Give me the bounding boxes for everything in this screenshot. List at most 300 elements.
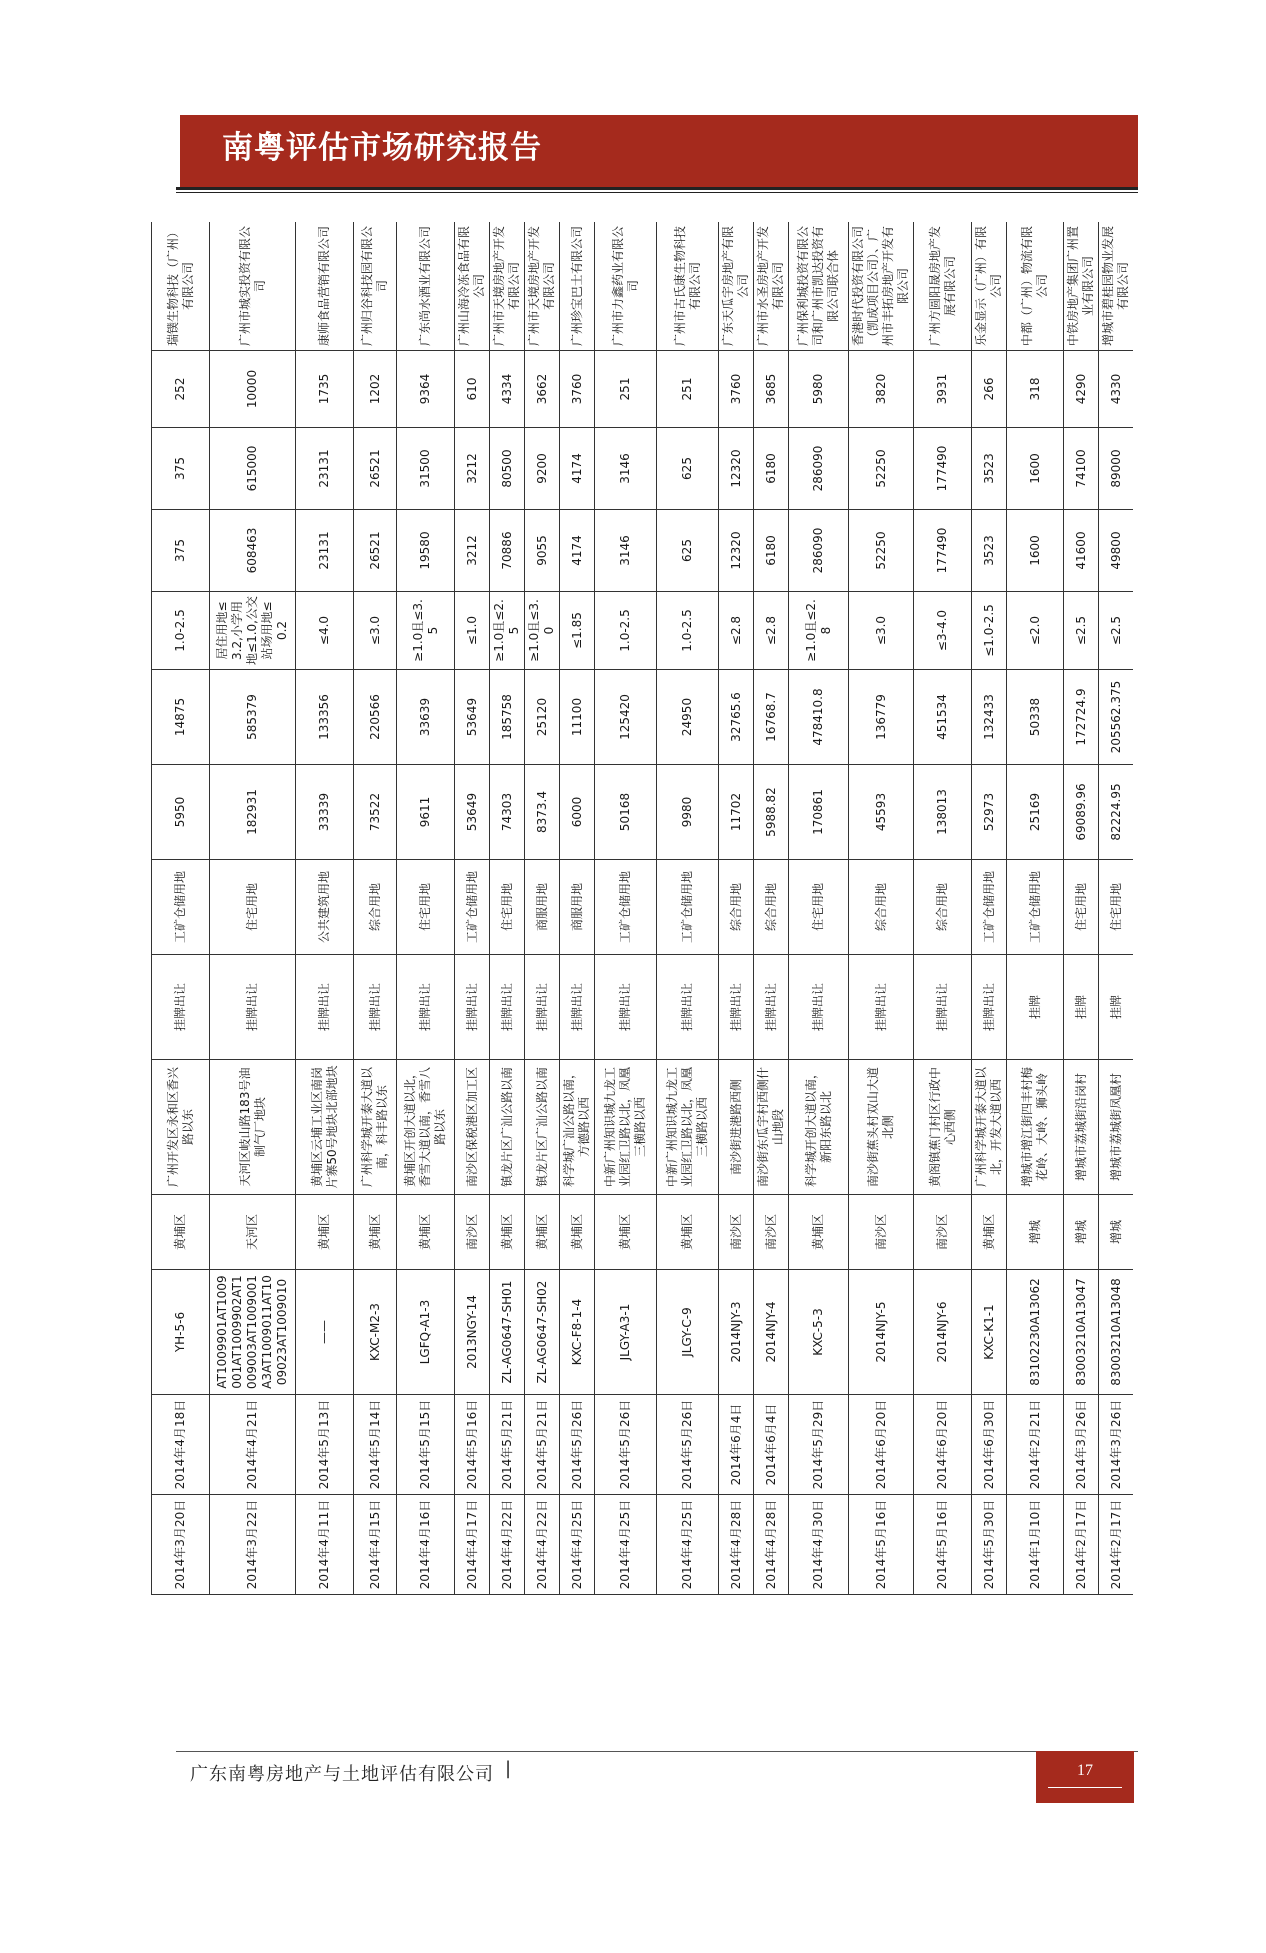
table-cell: 3146	[595, 428, 657, 510]
table-cell: 广州市古氏康生物科技有限公司	[657, 222, 719, 351]
table-row	[490, 222, 525, 1595]
table-cell: KXC-5-3	[789, 1270, 849, 1395]
table-cell: ≤1.0-2.5	[972, 592, 1007, 670]
table-cell: 工矿仓储用地	[455, 860, 490, 955]
table-cell: 41600	[1064, 510, 1099, 592]
table-cell: 83003210A13047	[1064, 1270, 1099, 1395]
table-cell: 南沙街进港路西侧	[719, 1060, 754, 1195]
table-cell: 23131	[296, 510, 354, 592]
table-cell: 266	[972, 351, 1007, 428]
table-cell: 2014年5月16日	[849, 1495, 914, 1595]
table-cell: 挂牌出让	[657, 955, 719, 1060]
table-cell: 451534	[914, 670, 972, 765]
table-cell: 26521	[354, 510, 397, 592]
table-cell: 2014年5月21日	[525, 1395, 560, 1495]
table-cell: 2014年5月29日	[789, 1395, 849, 1495]
table-cell: 挂牌出让	[210, 955, 296, 1060]
table-cell: ≤2.5	[1099, 592, 1134, 670]
table-cell: 住宅用地	[397, 860, 455, 955]
table-cell: 172724.9	[1064, 670, 1099, 765]
table-cell: 610	[455, 351, 490, 428]
table-cell: 乐金显示（广州）有限公司	[972, 222, 1007, 351]
table-cell: 增城市荔城街凤凰村	[1099, 1060, 1134, 1195]
table-cell: 挂牌出让	[754, 955, 789, 1060]
table-cell: 中新广州知识城九龙工业园红卫路以北，凤凰三横路以西	[657, 1060, 719, 1195]
table-cell: 增城市荔城街沿岗村	[1064, 1060, 1099, 1195]
table-cell: 南沙区	[719, 1195, 754, 1270]
table-cell: 挂牌	[1099, 955, 1134, 1060]
table-cell: JLGY-A3-1	[595, 1270, 657, 1395]
header-rule-thin	[176, 192, 1138, 193]
table-cell: 3760	[560, 351, 595, 428]
table-cell: 瑞镤生物科技（广州）有限公司	[152, 222, 210, 351]
table-cell: 广州保利城投资有限公司和广州市凯达投资有限公司联合体	[789, 222, 849, 351]
table-row	[210, 222, 296, 1595]
table-cell: 挂牌出让	[525, 955, 560, 1060]
table-cell: 工矿仓储用地	[595, 860, 657, 955]
table-cell: 125420	[595, 670, 657, 765]
table-cell: 广州科学城开泰大道以南，科丰路以东	[354, 1060, 397, 1195]
table-cell: 9055	[525, 510, 560, 592]
table-cell: 南沙街东瓜宇村西侧什山地段	[754, 1060, 789, 1195]
table-cell: 478410.8	[789, 670, 849, 765]
table-cell: 170861	[789, 765, 849, 860]
table-cell: 科学城开创大道以南，新阳东路以北	[789, 1060, 849, 1195]
table-cell: 广州科学城开泰大道以北，开发大道以西	[972, 1060, 1007, 1195]
table-cell: 2014年4月25日	[595, 1495, 657, 1595]
table-cell: 黄埔区	[152, 1195, 210, 1270]
page-number: 17	[1077, 1762, 1093, 1779]
table-cell: ZL-AG0647-SH02	[525, 1270, 560, 1395]
table-cell: 2014年4月11日	[296, 1495, 354, 1595]
table-cell: 4174	[560, 510, 595, 592]
table-cell: 14875	[152, 670, 210, 765]
table-cell: 2014年5月13日	[296, 1395, 354, 1495]
table-cell: 住宅用地	[1099, 860, 1134, 955]
table-cell: 黄埔区云埔工业区南岗片寨50号地块北部地块	[296, 1060, 354, 1195]
table-cell: 2014年6月4日	[719, 1395, 754, 1495]
table-cell: 挂牌出让	[490, 955, 525, 1060]
footer-separator: |	[505, 1758, 512, 1779]
table-cell: 12320	[719, 428, 754, 510]
table-cell: 53649	[455, 670, 490, 765]
table-cell: 挂牌出让	[397, 955, 455, 1060]
table-cell: 综合用地	[754, 860, 789, 955]
table-cell: KXC-F8-1-4	[560, 1270, 595, 1395]
table-cell: 挂牌	[1064, 955, 1099, 1060]
table-row	[455, 222, 490, 1595]
table-cell: AT1009901AT1009001AT1009902AT1009003AT1009001A3AT1009011AT1009023AT1009010	[210, 1270, 296, 1395]
table-cell: 138013	[914, 765, 972, 860]
table-cell: 1.0-2.5	[657, 592, 719, 670]
table-cell: 1202	[354, 351, 397, 428]
table-cell: 23131	[296, 428, 354, 510]
table-cell: 挂牌出让	[296, 955, 354, 1060]
table-cell: 工矿仓储用地	[657, 860, 719, 955]
table-cell: 住宅用地	[210, 860, 296, 955]
table-cell: 2014年4月17日	[455, 1495, 490, 1595]
table-cell: 2014年3月22日	[210, 1495, 296, 1595]
table-cell: ≤4.0	[296, 592, 354, 670]
table-cell: 2014NJY-3	[719, 1270, 754, 1395]
table-cell: 6180	[754, 428, 789, 510]
table-cell: 广州市城实投资有限公司	[210, 222, 296, 351]
table-cell: 70886	[490, 510, 525, 592]
table-cell: 32765.6	[719, 670, 754, 765]
table-cell: 2014年1月10日	[1007, 1495, 1064, 1595]
table-cell: 综合用地	[914, 860, 972, 955]
table-cell: 商服用地	[525, 860, 560, 955]
table-cell: YH-5-6	[152, 1270, 210, 1395]
table-cell: 3212	[455, 428, 490, 510]
table-cell: 286090	[789, 510, 849, 592]
table-cell: 2014年3月20日	[152, 1495, 210, 1595]
table-cell: 251	[595, 351, 657, 428]
table-cell: 天河区	[210, 1195, 296, 1270]
table-row	[397, 222, 455, 1595]
table-cell: 6000	[560, 765, 595, 860]
table-cell: 挂牌出让	[719, 955, 754, 1060]
data-table	[151, 222, 1133, 1595]
table-cell: 4174	[560, 428, 595, 510]
table-cell: 11702	[719, 765, 754, 860]
table-cell: 挂牌出让	[849, 955, 914, 1060]
table-cell: ≤3-4.0	[914, 592, 972, 670]
table-cell: 广东天瓜宇房地产有限公司	[719, 222, 754, 351]
table-cell: 3760	[719, 351, 754, 428]
table-cell: 2014年4月22日	[525, 1495, 560, 1595]
table-cell: ≤1.85	[560, 592, 595, 670]
table-cell: 2014年4月28日	[754, 1495, 789, 1595]
table-cell: 南沙区	[754, 1195, 789, 1270]
table-cell: 2014年5月26日	[560, 1395, 595, 1495]
table-cell: 82224.95	[1099, 765, 1134, 860]
table-cell: 74303	[490, 765, 525, 860]
table-cell: 177490	[914, 510, 972, 592]
table-cell: 2014年4月25日	[560, 1495, 595, 1595]
report-title: 南粤评估市场研究报告	[222, 130, 542, 166]
table-cell: 香港时代投资有限公司（凯成项目公司）、广州市丰拓房地产开发有限公司	[849, 222, 914, 351]
table-cell: 3146	[595, 510, 657, 592]
table-cell: 33639	[397, 670, 455, 765]
table-cell: 住宅用地	[1064, 860, 1099, 955]
header-rule	[176, 187, 1138, 190]
table-cell: 1600	[1007, 510, 1064, 592]
table-cell: 83102230A13062	[1007, 1270, 1064, 1395]
table-cell: 工矿仓储用地	[1007, 860, 1064, 955]
footer-rule	[176, 1751, 1138, 1752]
table-cell: 黄埔区	[789, 1195, 849, 1270]
table-cell: 2014年4月25日	[657, 1495, 719, 1595]
table-cell: 2014年5月14日	[354, 1395, 397, 1495]
table-cell: 增城市增江街四丰村梅花岭、大岭、狮头岭	[1007, 1060, 1064, 1195]
table-cell: 1735	[296, 351, 354, 428]
table-cell: 2014NJY-6	[914, 1270, 972, 1395]
table-row	[789, 222, 849, 1595]
table-cell: 2014年6月4日	[754, 1395, 789, 1495]
table-cell: 24950	[657, 670, 719, 765]
table-cell: 中铁房地产集团广州置业有限公司	[1064, 222, 1099, 351]
table-cell: 挂牌出让	[152, 955, 210, 1060]
table-cell: 4290	[1064, 351, 1099, 428]
table-cell: 177490	[914, 428, 972, 510]
table-cell: 133356	[296, 670, 354, 765]
table-cell: 住宅用地	[789, 860, 849, 955]
table-cell: 广州珍宝巴士有限公司	[560, 222, 595, 351]
table-cell: 69089.96	[1064, 765, 1099, 860]
table-cell: 公共建筑用地	[296, 860, 354, 955]
table-cell: 南沙区	[849, 1195, 914, 1270]
table-cell: ≥1.0且≤3.5	[397, 592, 455, 670]
table-cell: KXC-K1-1	[972, 1270, 1007, 1395]
table-cell: 252	[152, 351, 210, 428]
table-cell: 80500	[490, 428, 525, 510]
table-row	[657, 222, 719, 1595]
table-row	[560, 222, 595, 1595]
table-cell: 2014年5月16日	[455, 1395, 490, 1495]
table-cell: ≤2.8	[719, 592, 754, 670]
table-cell: 2014年4月16日	[397, 1495, 455, 1595]
table-cell: ≤2.8	[754, 592, 789, 670]
table-cell: 南沙区	[455, 1195, 490, 1270]
table-cell: 136779	[849, 670, 914, 765]
table-cell: 2014年6月20日	[914, 1395, 972, 1495]
table-cell: ≤3.0	[849, 592, 914, 670]
table-cell: 综合用地	[719, 860, 754, 955]
table-cell: 375	[152, 510, 210, 592]
table-row	[1099, 222, 1134, 1595]
table-cell: 3523	[972, 428, 1007, 510]
table-cell: 12320	[719, 510, 754, 592]
table-cell: 2014年2月17日	[1099, 1495, 1134, 1595]
table-cell: 增城市碧桂园物业发展有限公司	[1099, 222, 1134, 351]
table-cell: 1.0-2.5	[595, 592, 657, 670]
table-cell: 625	[657, 510, 719, 592]
table-cell: 89000	[1099, 428, 1134, 510]
table-cell: 综合用地	[354, 860, 397, 955]
table-cell: 黄埔区	[525, 1195, 560, 1270]
table-cell: 6180	[754, 510, 789, 592]
table-cell: 52973	[972, 765, 1007, 860]
table-cell: 52250	[849, 510, 914, 592]
table-cell: 73522	[354, 765, 397, 860]
table-cell: 3820	[849, 351, 914, 428]
table-cell: 4334	[490, 351, 525, 428]
table-cell: 5980	[789, 351, 849, 428]
table-row	[1007, 222, 1064, 1595]
table-row	[719, 222, 754, 1595]
table-cell: 挂牌出让	[789, 955, 849, 1060]
table-cell: 2014年5月15日	[397, 1395, 455, 1495]
table-row	[152, 222, 210, 1595]
table-cell: 26521	[354, 428, 397, 510]
table-cell: 广州归谷科技园有限公司	[354, 222, 397, 351]
table-cell: 585379	[210, 670, 296, 765]
table-cell: 2014年6月20日	[849, 1395, 914, 1495]
table-cell: 挂牌出让	[972, 955, 1007, 1060]
table-cell: 52250	[849, 428, 914, 510]
table-cell: 9611	[397, 765, 455, 860]
table-cell: 综合用地	[849, 860, 914, 955]
table-cell: ≥1.0且≤3.0	[525, 592, 560, 670]
table-cell: 黄埔区	[397, 1195, 455, 1270]
table-cell: 205562.375	[1099, 670, 1134, 765]
table-cell: 广州市力鑫药业有限公司	[595, 222, 657, 351]
table-cell: 9364	[397, 351, 455, 428]
table-cell: 3662	[525, 351, 560, 428]
table-cell: ZL-AG0647-SH01	[490, 1270, 525, 1395]
table-cell: 住宅用地	[490, 860, 525, 955]
table-cell: 挂牌出让	[914, 955, 972, 1060]
table-cell: 黄埔区	[354, 1195, 397, 1270]
table-cell: 50338	[1007, 670, 1064, 765]
table-cell: 2014年4月28日	[719, 1495, 754, 1595]
table-cell: 3685	[754, 351, 789, 428]
table-cell: 黄埔区	[560, 1195, 595, 1270]
table-cell: 增城	[1064, 1195, 1099, 1270]
table-cell: 3523	[972, 510, 1007, 592]
table-cell: 中都（广州）物流有限公司	[1007, 222, 1064, 351]
table-cell: LGFQ-A1-3	[397, 1270, 455, 1395]
table-cell: 2014年5月30日	[972, 1495, 1007, 1595]
footer-company-name: 广东南粤房地产与土地评估有限公司	[190, 1764, 494, 1785]
table-cell: 16768.7	[754, 670, 789, 765]
table-cell: ≤2.5	[1064, 592, 1099, 670]
table-cell: 83003210A13048	[1099, 1270, 1134, 1395]
table-cell: 50168	[595, 765, 657, 860]
table-row	[354, 222, 397, 1595]
table-cell: 黄埔区	[490, 1195, 525, 1270]
table-cell: 2014年6月30日	[972, 1395, 1007, 1495]
table-cell: 9980	[657, 765, 719, 860]
table-cell: 74100	[1064, 428, 1099, 510]
table-row	[972, 222, 1007, 1595]
table-cell: 2014NJY-5	[849, 1270, 914, 1395]
table-cell: 工矿仓储用地	[972, 860, 1007, 955]
table-cell: 2014年5月26日	[657, 1395, 719, 1495]
table-cell: ≥1.0且≤2.5	[490, 592, 525, 670]
table-cell: 608463	[210, 510, 296, 592]
table-cell: 625	[657, 428, 719, 510]
table-cell: 375	[152, 428, 210, 510]
table-row	[914, 222, 972, 1595]
table-cell: 黄埔区	[972, 1195, 1007, 1270]
table-cell: 天河区岐山路183号油制气厂地块	[210, 1060, 296, 1195]
table-cell: 广州市天境房地产开发有限公司	[525, 222, 560, 351]
table-cell: 2014年3月26日	[1064, 1395, 1099, 1495]
table-cell: 广州市天境房地产开发有限公司	[490, 222, 525, 351]
table-cell: 挂牌	[1007, 955, 1064, 1060]
table-cell: ≤2.0	[1007, 592, 1064, 670]
table-cell: 33339	[296, 765, 354, 860]
table-cell: JLGY-C-9	[657, 1270, 719, 1395]
table-cell: 广东尚水酒业有限公司	[397, 222, 455, 351]
table-cell: 广州市水圣房地产开发有限公司	[754, 222, 789, 351]
table-cell: 广州开发区永和区香兴路以东	[152, 1060, 210, 1195]
table-cell: ≥1.0且≤2.8	[789, 592, 849, 670]
table-cell: 318	[1007, 351, 1064, 428]
table-cell: 广州山海冷冻食品有限公司	[455, 222, 490, 351]
table-cell: 黄阁镇蕉门村区行政中心西侧	[914, 1060, 972, 1195]
table-cell: 2014年5月16日	[914, 1495, 972, 1595]
table-cell: 1600	[1007, 428, 1064, 510]
table-cell: 挂牌出让	[455, 955, 490, 1060]
table-cell: 132433	[972, 670, 1007, 765]
table-cell: 南沙区	[914, 1195, 972, 1270]
table-cell: 220566	[354, 670, 397, 765]
table-cell: 49800	[1099, 510, 1134, 592]
table-cell: 商服用地	[560, 860, 595, 955]
table-cell: 康师食品营销有限公司	[296, 222, 354, 351]
table-cell: 黄埔区开创大道以北，香雪大道以南，香雪八路以东	[397, 1060, 455, 1195]
table-cell: 1.0-2.5	[152, 592, 210, 670]
table-cell: 10000	[210, 351, 296, 428]
table-cell: 45593	[849, 765, 914, 860]
table-cell: 镇龙片区广汕公路以南	[490, 1060, 525, 1195]
table-cell: 25120	[525, 670, 560, 765]
table-cell: 黄埔区	[657, 1195, 719, 1270]
table-cell: 615000	[210, 428, 296, 510]
table-cell: 科学城广汕公路以南，方德路以西	[560, 1060, 595, 1195]
table-cell: 19580	[397, 510, 455, 592]
table-cell: 增城	[1099, 1195, 1134, 1270]
table-cell: 251	[657, 351, 719, 428]
table-cell: 工矿仓储用地	[152, 860, 210, 955]
table-cell: 3931	[914, 351, 972, 428]
table-cell: 5988.82	[754, 765, 789, 860]
table-cell: 182931	[210, 765, 296, 860]
table-cell: 25169	[1007, 765, 1064, 860]
table-cell: 2014年5月21日	[490, 1395, 525, 1495]
table-cell: 185758	[490, 670, 525, 765]
table-cell: 2014NJY-4	[754, 1270, 789, 1395]
land-transaction-table	[151, 222, 1133, 1595]
table-row	[595, 222, 657, 1595]
table-cell: 4330	[1099, 351, 1134, 428]
table-cell: 挂牌出让	[560, 955, 595, 1060]
table-cell: 9200	[525, 428, 560, 510]
table-cell: 286090	[789, 428, 849, 510]
table-cell: 黄埔区	[595, 1195, 657, 1270]
table-cell: 南沙街蕉头村双山大道北侧	[849, 1060, 914, 1195]
table-cell: 2013NGY-14	[455, 1270, 490, 1395]
table-cell: 2014年2月21日	[1007, 1395, 1064, 1495]
table-cell: 53649	[455, 765, 490, 860]
table-cell: 2014年4月30日	[789, 1495, 849, 1595]
table-cell: 增城	[1007, 1195, 1064, 1270]
table-cell: 3212	[455, 510, 490, 592]
table-cell: 11100	[560, 670, 595, 765]
table-cell: 2014年5月26日	[595, 1395, 657, 1495]
table-cell: 黄埔区	[296, 1195, 354, 1270]
table-cell: 2014年4月15日	[354, 1495, 397, 1595]
table-cell: 2014年4月21日	[210, 1395, 296, 1495]
table-cell: ≤1.0	[455, 592, 490, 670]
table-cell: 2014年4月22日	[490, 1495, 525, 1595]
table-cell: 挂牌出让	[354, 955, 397, 1060]
table-cell: ——	[296, 1270, 354, 1395]
table-cell: 镇龙片区广汕公路以南	[525, 1060, 560, 1195]
table-cell: KXC-M2-3	[354, 1270, 397, 1395]
table-cell: 2014年3月26日	[1099, 1395, 1134, 1495]
table-cell: 中新广州知识城九龙工业园红卫路以北，凤凰三横路以西	[595, 1060, 657, 1195]
table-row	[525, 222, 560, 1595]
table-row	[849, 222, 914, 1595]
table-cell: 8373.4	[525, 765, 560, 860]
table-cell: 5950	[152, 765, 210, 860]
table-cell: 南沙区保税港区加工区	[455, 1060, 490, 1195]
table-row	[1064, 222, 1099, 1595]
